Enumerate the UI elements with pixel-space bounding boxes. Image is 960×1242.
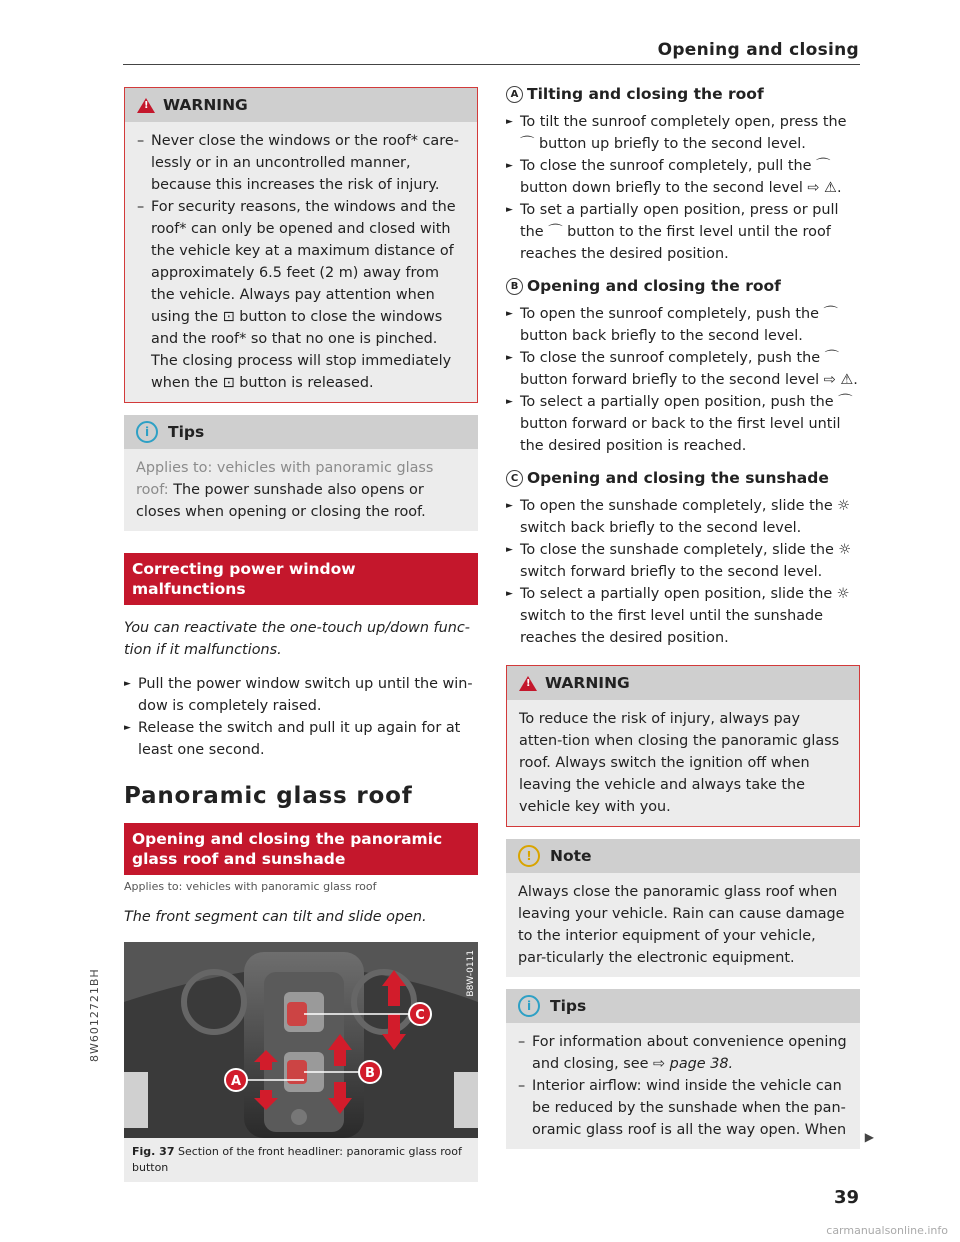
- warning-item: – For security reasons, the windows and the roof* can only be opened and closed with the vehicle key at a maximum distance of approximately 6.5 feet (2 m) away from the vehicle. Always pay attention when using the ⊡ button to close the windows and the roof* so that no one is pinched. The closing process will stop immediately when the ⊡ button is released.: [137, 196, 465, 394]
- right-column: [506, 85, 860, 1149]
- warning-body: [507, 700, 859, 826]
- tips-text: The power sunshade also opens or closes when opening or closing the roof.: [136, 482, 426, 520]
- section-a-title: Tilting and closing the roof: [527, 85, 764, 103]
- warning-item: – Never close the windows or the roof* care-lessly or in an uncontrolled manner, because this increases the risk of injury.: [137, 130, 465, 196]
- tips-header: [124, 415, 478, 449]
- section-c-steps: [506, 495, 860, 649]
- step-item: ► To close the sunroof completely, pull the ⌒ button down briefly to the second level ⇨ ⚠.: [506, 155, 860, 199]
- warning-triangle-icon: [519, 676, 537, 691]
- roof-button-illustration: [124, 942, 478, 1138]
- warning-title: WARNING: [163, 96, 248, 114]
- tips-title: Tips: [550, 997, 587, 1015]
- warning-body: [125, 122, 477, 402]
- tips-box: [124, 415, 478, 531]
- step-item: ► To close the sunroof completely, push the ⌒ button forward briefly to the second level ⇨ ⚠.: [506, 347, 860, 391]
- note-body: [506, 873, 860, 977]
- figure-label-c: C: [415, 1008, 425, 1023]
- left-column: [124, 87, 478, 1182]
- warning-triangle-icon: [137, 98, 155, 113]
- warning-header: [507, 666, 859, 700]
- step-item: ► To open the sunroof completely, push the ⌒ button back briefly to the second level.: [506, 303, 860, 347]
- tips-header: [506, 989, 860, 1023]
- tips-item1-text: For information about convenience opening and closing, see: [532, 1034, 847, 1072]
- tips-applies: Applies to: vehicles with panoramic glass roof:: [136, 460, 434, 498]
- figure-label-b: B: [365, 1066, 375, 1081]
- page-number: 39: [833, 1187, 859, 1208]
- tips-item: – Interior airflow: wind inside the vehicle can be reduced by the sunshade when the pan-oramic glass roof is all the way open. When: [518, 1075, 848, 1141]
- tips-title: Tips: [168, 423, 205, 441]
- header-divider: [123, 64, 860, 65]
- info-icon: i: [518, 995, 540, 1017]
- chapter-title: Panoramic glass roof: [124, 783, 413, 809]
- tips-box-right: [506, 989, 860, 1149]
- figure-caption: [124, 1138, 478, 1182]
- figure-caption-num: Fig. 37: [132, 1145, 175, 1158]
- note-box: [506, 839, 860, 977]
- section-b-title: Opening and closing the roof: [527, 277, 781, 295]
- panoramic-intro: The front segment can tilt and slide open.: [124, 909, 427, 925]
- figure-code: B8W-0111: [466, 950, 476, 997]
- warning-box: [124, 87, 478, 403]
- warning-header: [125, 88, 477, 122]
- continue-arrow-icon: ▶: [864, 1130, 874, 1144]
- step-item: ► To open the sunshade completely, slide the ☼ switch back briefly to the second level.: [506, 495, 860, 539]
- section-c-badge: C: [506, 470, 523, 487]
- warning-box-right: [506, 665, 860, 827]
- correcting-intro: You can reactivate the one-touch up/down func-tion if it malfunctions.: [124, 620, 470, 658]
- tips-body: [506, 1023, 860, 1149]
- note-header: [506, 839, 860, 873]
- warning-text: To reduce the risk of injury, always pay atten-tion when closing the panoramic glass roof. Always switch the ignition off when leaving the vehicle and always take the vehicle key with you.: [519, 711, 840, 815]
- step-item: ► To tilt the sunroof completely open, press the ⌒ button up briefly to the second level.: [506, 111, 860, 155]
- section-title-panoramic: Opening and closing the panoramic glass roof and sunshade: [124, 823, 478, 875]
- step-item: ► To set a partially open position, press or pull the ⌒ button to the first level until the roof reaches the desired position.: [506, 199, 860, 265]
- step-item: ► Release the switch and pull it up again for at least one second.: [124, 717, 478, 761]
- figure-label-a: A: [230, 1074, 242, 1089]
- section-title-correcting: Correcting power window malfunctions: [124, 553, 478, 605]
- step-item: ► To select a partially open position, push the ⌒ button forward or back to the first level until the desired position is reached.: [506, 391, 860, 457]
- note-title: Note: [550, 847, 592, 865]
- document-code: 8W6012721BH: [88, 968, 101, 1062]
- page-header-title: Opening and closing: [657, 40, 859, 60]
- correcting-steps: [124, 673, 478, 761]
- section-b-steps: [506, 303, 860, 457]
- section-c-title: Opening and closing the sunshade: [527, 469, 829, 487]
- section-c-heading: [506, 469, 860, 487]
- section-b-heading: [506, 277, 860, 295]
- watermark: carmanualsonline.info: [826, 1224, 948, 1237]
- section-b-badge: B: [506, 278, 523, 295]
- note-text: Always close the panoramic glass roof when leaving your vehicle. Rain can cause damage to the interior equipment of your vehicle, par-ticularly the electronic equipment.: [518, 884, 845, 966]
- tips-item: [518, 1031, 848, 1075]
- page-reference-link[interactable]: ⇨ page 38.: [653, 1056, 734, 1072]
- step-item: ► Pull the power window switch up until the win-dow is completely raised.: [124, 673, 478, 717]
- warning-title: WARNING: [545, 674, 630, 692]
- tips-body: [124, 449, 478, 531]
- step-item: ► To select a partially open position, slide the ☼ switch to the first level until the sunshade reaches the desired position.: [506, 583, 860, 649]
- step-item: ► To close the sunshade completely, slide the ☼ switch forward briefly to the second level.: [506, 539, 860, 583]
- note-exclamation-icon: !: [518, 845, 540, 867]
- figure-caption-text: Section of the front headliner: panoramic glass roof button: [132, 1145, 462, 1174]
- panoramic-applies: Applies to: vehicles with panoramic glass roof: [124, 880, 377, 893]
- section-a-heading: [506, 85, 860, 103]
- info-icon: i: [136, 421, 158, 443]
- section-a-steps: [506, 111, 860, 265]
- figure-37-image: [124, 942, 478, 1138]
- section-a-badge: A: [506, 86, 523, 103]
